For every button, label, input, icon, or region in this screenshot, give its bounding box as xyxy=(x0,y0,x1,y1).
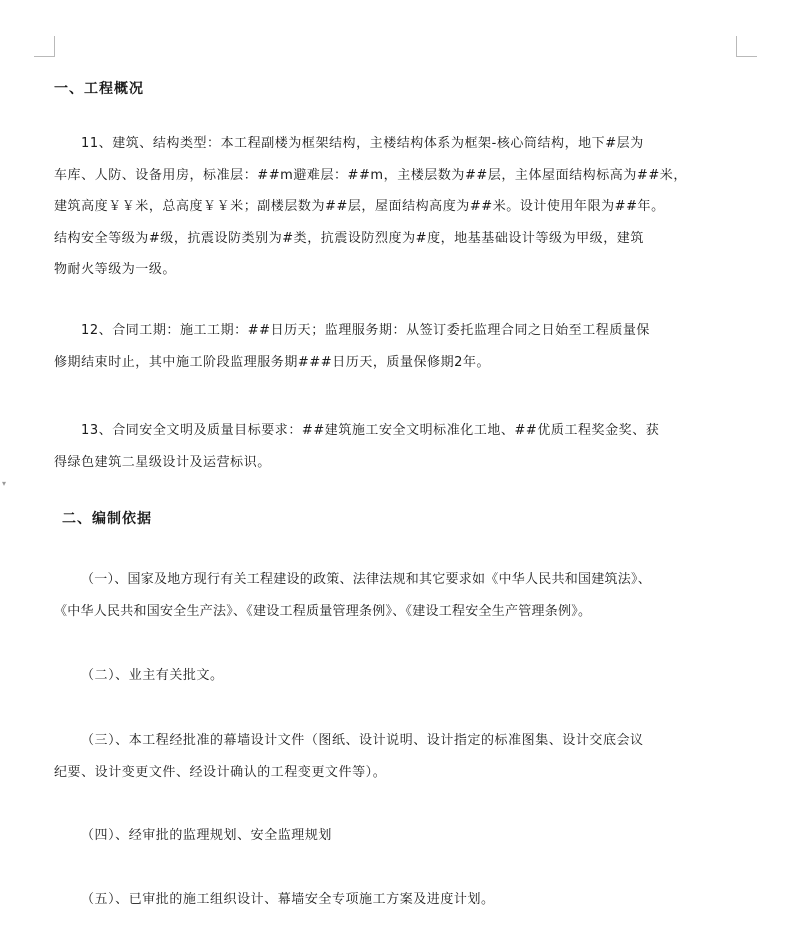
paragraph-line: 结构安全等级为#级，抗震设防类别为#类，抗震设防烈度为#度，地基基础设计等级为甲级，建筑 xyxy=(54,230,644,246)
basis-item-1 xyxy=(54,564,744,627)
paragraph-line: （二）、业主有关批文。 xyxy=(81,668,224,683)
paragraph-line: 修期结束时止，其中施工阶段监理服务期###日历天，质量保修期2年。 xyxy=(54,354,491,370)
paragraph-line: 得绿色建筑二星级设计及运营标识。 xyxy=(54,454,271,470)
top-left-crop-mark xyxy=(34,36,55,57)
paragraph-13 xyxy=(54,415,744,478)
paragraph-line: 《中华人民共和国安全生产法》、《建设工程质量管理条例》、《建设工程安全生产管理条例》。 xyxy=(54,603,592,619)
basis-item-2 xyxy=(54,660,744,692)
paragraph-line: 13、合同安全文明及质量目标要求：##建筑施工安全文明标准化工地、##优质工程奖金奖、获 xyxy=(81,423,660,438)
paragraph-line: （一）、国家及地方现行有关工程建设的政策、法律法规和其它要求如《中华人民共和国建筑法》、 xyxy=(81,572,652,587)
paragraph-line: （四）、经审批的监理规划、安全监理规划 xyxy=(81,828,332,843)
paragraph-line: （五）、已审批的施工组织设计、幕墙安全专项施工方案及进度计划。 xyxy=(81,892,495,907)
section-heading-basis: 二、编制依据 xyxy=(62,511,152,527)
paragraph-line: 物耐火等级为一级。 xyxy=(54,262,176,277)
paragraph-line: 11、建筑、结构类型：本工程副楼为框架结构，主楼结构体系为框架-核心筒结构，地下#层为 xyxy=(81,136,644,151)
top-right-crop-mark xyxy=(736,36,757,57)
paragraph-line: 车库、人防、设备用房，标准层：##m避难层：##m，主楼层数为##层，主体屋面结构标高为##米， xyxy=(54,167,687,183)
paragraph-line: 纪要、设计变更文件、经设计确认的工程变更文件等）。 xyxy=(54,764,387,780)
paragraph-11 xyxy=(54,128,744,286)
basis-item-3 xyxy=(54,725,744,788)
paragraph-line: 建筑高度￥￥米，总高度￥￥米；副楼层数为##层，屋面结构高度为##米。设计使用年限为##年。 xyxy=(54,199,665,214)
section-heading-overview: 一、工程概况 xyxy=(54,81,144,97)
basis-item-5 xyxy=(54,884,744,916)
paragraph-line: （三）、本工程经批准的幕墙设计文件（图纸、设计说明、设计指定的标准图集、设计交底会议 xyxy=(81,733,644,748)
basis-item-4 xyxy=(54,820,744,852)
paragraph-marker-icon: ▾ xyxy=(2,479,7,488)
paragraph-line: 12、合同工期：施工工期：##日历天；监理服务期：从签订委托监理合同之日始至工程质量保 xyxy=(81,323,650,338)
paragraph-12 xyxy=(54,315,744,378)
